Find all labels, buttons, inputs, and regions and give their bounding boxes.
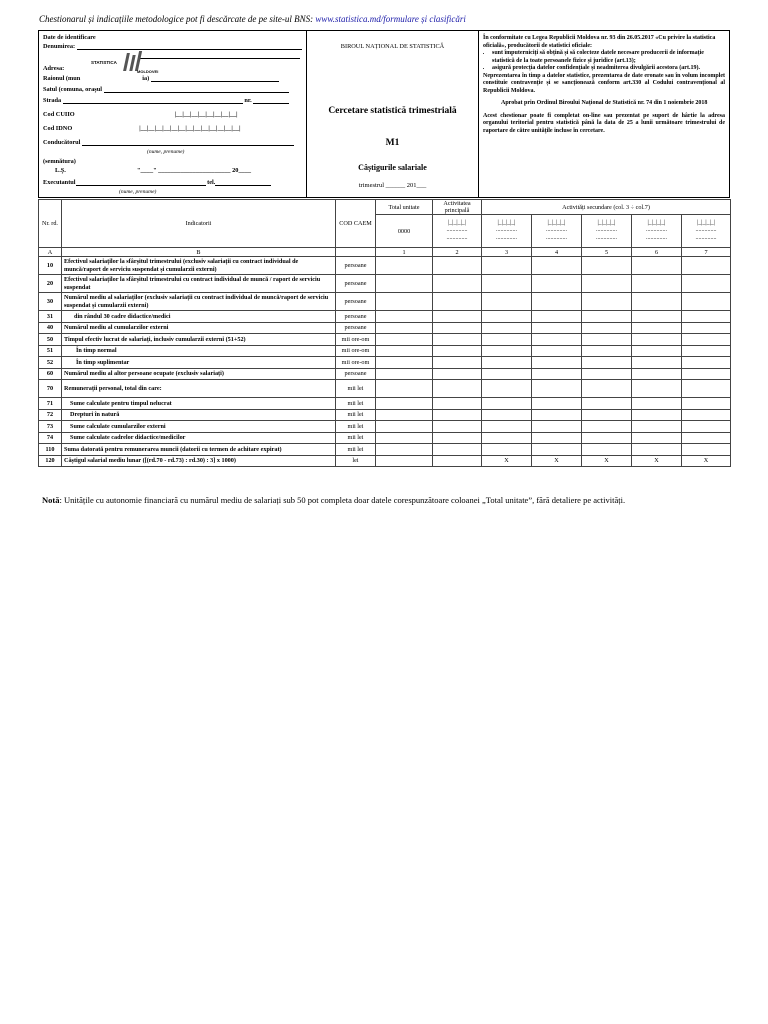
value-cell[interactable] bbox=[582, 421, 632, 433]
identification-heading: Date de identificare bbox=[43, 34, 96, 41]
column-letter: 1 bbox=[376, 248, 433, 257]
survey-title-section bbox=[307, 31, 479, 197]
value-cell[interactable] bbox=[632, 432, 682, 444]
value-cell[interactable] bbox=[582, 432, 632, 444]
value-cell[interactable] bbox=[376, 380, 433, 398]
table-row bbox=[39, 311, 731, 323]
value-cell[interactable] bbox=[682, 409, 731, 421]
value-cell[interactable] bbox=[482, 322, 532, 334]
value-cell[interactable] bbox=[632, 444, 682, 456]
value-cell[interactable] bbox=[433, 455, 482, 467]
value-cell[interactable] bbox=[482, 409, 532, 421]
value-cell[interactable] bbox=[376, 322, 433, 334]
caem-code-cell[interactable]: |_|_|_|_| .............. .............. bbox=[482, 215, 532, 248]
value-cell[interactable] bbox=[482, 432, 532, 444]
satul-field[interactable]: Satul (comuna, oraşul bbox=[43, 86, 289, 93]
row-number: 73 bbox=[39, 421, 62, 433]
column-letter: B bbox=[62, 248, 336, 257]
value-cell[interactable] bbox=[532, 432, 582, 444]
row-number: 52 bbox=[39, 357, 62, 369]
column-letters-row bbox=[39, 248, 731, 257]
value-cell[interactable] bbox=[376, 444, 433, 456]
value-cell[interactable] bbox=[682, 293, 731, 311]
executantul-hint: (nume, prenume) bbox=[119, 189, 157, 195]
row-unit: mii lei bbox=[336, 380, 376, 398]
value-cell[interactable] bbox=[582, 257, 632, 275]
value-cell[interactable] bbox=[482, 311, 532, 323]
disabled-cell: X bbox=[632, 455, 682, 467]
row-number: 74 bbox=[39, 432, 62, 444]
value-cell[interactable] bbox=[376, 293, 433, 311]
row-indicator: În timp normal bbox=[62, 345, 336, 357]
row-unit: lei bbox=[336, 455, 376, 467]
legal-text-1: În conformitate cu Legea Republicii Moldova nr. 93 din 26.05.2017 «Cu privire la statistica oficială», producătorii de statistici oficiale: bbox=[483, 35, 716, 49]
row-indicator: din rândul 30 cadre didactice/medici bbox=[62, 311, 336, 323]
header-indicatori: Indicatorii bbox=[62, 200, 336, 248]
value-cell[interactable] bbox=[682, 275, 731, 293]
raionul-field[interactable]: Raionul (mun ia) bbox=[43, 75, 279, 82]
strada-field[interactable]: Strada nr. bbox=[43, 97, 289, 104]
row-number: 120 bbox=[39, 455, 62, 467]
row-indicator: Drepturi în natură bbox=[62, 409, 336, 421]
row-indicator: Remunerații personal, total din care: bbox=[62, 380, 336, 398]
value-cell[interactable] bbox=[632, 334, 682, 346]
value-cell[interactable] bbox=[632, 257, 682, 275]
row-indicator: Timpul efectiv lucrat de salariați, inclusiv cumularzii externi (51+52) bbox=[62, 334, 336, 346]
value-cell[interactable] bbox=[682, 368, 731, 380]
value-cell[interactable] bbox=[632, 357, 682, 369]
table-row bbox=[39, 368, 731, 380]
row-unit: persoane bbox=[336, 368, 376, 380]
value-cell[interactable] bbox=[433, 257, 482, 275]
row-unit: mii lei bbox=[336, 409, 376, 421]
table-row bbox=[39, 275, 731, 293]
total-code: 0000 bbox=[376, 215, 433, 248]
value-cell[interactable] bbox=[433, 311, 482, 323]
value-cell[interactable] bbox=[582, 345, 632, 357]
row-number: 72 bbox=[39, 409, 62, 421]
value-cell[interactable] bbox=[632, 368, 682, 380]
row-indicator: Sume calculate pentru timpul nelucrat bbox=[62, 398, 336, 410]
value-cell[interactable] bbox=[376, 421, 433, 433]
value-cell[interactable] bbox=[433, 345, 482, 357]
value-cell[interactable] bbox=[632, 311, 682, 323]
caem-code-cell[interactable]: |_|_|_|_| .............. .............. bbox=[532, 215, 582, 248]
value-cell[interactable] bbox=[632, 322, 682, 334]
survey-subject: Câștigurile salariale bbox=[358, 163, 427, 172]
statistica-logo bbox=[91, 51, 171, 77]
value-cell[interactable] bbox=[532, 311, 582, 323]
legal-notice bbox=[479, 31, 729, 197]
column-letter: 2 bbox=[433, 248, 482, 257]
row-unit: persoane bbox=[336, 275, 376, 293]
value-cell[interactable] bbox=[582, 293, 632, 311]
cod-cuiio-field[interactable]: Cod CUIIO |__|__|__|__|__|__|__|__| bbox=[43, 111, 238, 118]
value-cell[interactable] bbox=[682, 421, 731, 433]
row-unit: mii ore-om bbox=[336, 345, 376, 357]
value-cell[interactable] bbox=[376, 275, 433, 293]
value-cell[interactable] bbox=[482, 345, 532, 357]
value-cell[interactable] bbox=[376, 334, 433, 346]
table-row bbox=[39, 455, 731, 467]
column-letter: A bbox=[39, 248, 62, 257]
value-cell[interactable] bbox=[582, 322, 632, 334]
value-cell[interactable] bbox=[433, 357, 482, 369]
value-cell[interactable] bbox=[682, 334, 731, 346]
table-row bbox=[39, 409, 731, 421]
value-cell[interactable] bbox=[532, 380, 582, 398]
footnote bbox=[42, 495, 625, 505]
row-indicator: Efectivul salariaților la sfârșitul trimestrului cu contract individual de muncă / raport de serviciu suspendat bbox=[62, 275, 336, 293]
value-cell[interactable] bbox=[482, 334, 532, 346]
value-cell[interactable] bbox=[532, 398, 582, 410]
row-number: 60 bbox=[39, 368, 62, 380]
column-letter: 6 bbox=[632, 248, 682, 257]
download-link[interactable]: www.statistica.md/formulare și clasificări bbox=[315, 14, 466, 24]
value-cell[interactable] bbox=[532, 322, 582, 334]
value-cell[interactable] bbox=[433, 293, 482, 311]
value-cell[interactable] bbox=[682, 322, 731, 334]
value-cell[interactable] bbox=[433, 334, 482, 346]
row-number: 31 bbox=[39, 311, 62, 323]
value-cell[interactable] bbox=[482, 293, 532, 311]
table-row bbox=[39, 421, 731, 433]
disabled-cell: X bbox=[582, 455, 632, 467]
download-note bbox=[39, 14, 466, 24]
submission-text: Acest chestionar poate fi completat on-line sau prezentat pe suport de hârtie la adresa organului teritorial pentru statistică până la data de 25 a lunii următoare trimestrului de raportare de către unitățile incluse în cercetare. bbox=[483, 112, 725, 134]
row-unit: mii lei bbox=[336, 444, 376, 456]
table-row bbox=[39, 357, 731, 369]
value-cell[interactable] bbox=[532, 275, 582, 293]
value-cell[interactable] bbox=[532, 444, 582, 456]
value-cell[interactable] bbox=[582, 409, 632, 421]
value-cell[interactable] bbox=[582, 398, 632, 410]
row-indicator: Câștigul salarial mediu lunar ([(rd.70 - rd.73) : rd.30) : 3] x 1000) bbox=[62, 455, 336, 467]
value-cell[interactable] bbox=[632, 345, 682, 357]
legal-item-1: • sunt împuterniciți să obțină și să colecteze datele necesare producerii de informație statistică de la toate persoanele fizice și juridice (art.13); bbox=[492, 50, 725, 65]
disabled-cell: X bbox=[682, 455, 731, 467]
row-indicator: Numărul mediu al altor persoane ocupate (exclusiv salariați) bbox=[62, 368, 336, 380]
executantul-field[interactable]: Executantul tel. bbox=[43, 179, 271, 186]
institution-name: BIROUL NAȚIONAL DE STATISTICĂ bbox=[340, 43, 445, 50]
value-cell[interactable] bbox=[433, 409, 482, 421]
table-row bbox=[39, 334, 731, 346]
approval-text: Aprobat prin Ordinul Biroului Național de Statistică nr. 74 din 1 noiembrie 2018 bbox=[501, 100, 708, 106]
row-unit: persoane bbox=[336, 322, 376, 334]
row-unit: mii lei bbox=[336, 432, 376, 444]
denumirea-field[interactable]: Denumirea: bbox=[43, 43, 302, 50]
semnatura-label: (semnătura) bbox=[43, 158, 76, 165]
row-number: 30 bbox=[39, 293, 62, 311]
value-cell[interactable] bbox=[582, 380, 632, 398]
table-body bbox=[39, 257, 731, 467]
row-number: 71 bbox=[39, 398, 62, 410]
disabled-cell: X bbox=[482, 455, 532, 467]
value-cell[interactable] bbox=[433, 275, 482, 293]
header-secundare: Activități secundare (col. 3 ÷ col.7) bbox=[482, 200, 731, 215]
form-code: M1 bbox=[385, 138, 400, 148]
logo-text-2: MOLDOVEI bbox=[137, 69, 159, 74]
value-cell[interactable] bbox=[532, 368, 582, 380]
logo-text-1: STATISTICA bbox=[91, 60, 117, 65]
footnote-text: : Unitățile cu autonomie financiară cu numărul mediu de salariați sub 50 pot completa doar datele corespunzătoare coloanei „Total unitate”, fără detaliere pe activități. bbox=[59, 495, 626, 505]
value-cell[interactable] bbox=[376, 345, 433, 357]
value-cell[interactable] bbox=[582, 275, 632, 293]
value-cell[interactable] bbox=[532, 293, 582, 311]
caem-code-cell[interactable]: |_|_|_|_| .............. .............. bbox=[433, 215, 482, 248]
legal-item-2: • asigură protecția datelor confidențiale și neadmiterea divulgării acestora (art.19). bbox=[492, 65, 725, 73]
table-row bbox=[39, 257, 731, 275]
column-letter bbox=[336, 248, 376, 257]
value-cell[interactable] bbox=[532, 334, 582, 346]
column-letter: 3 bbox=[482, 248, 532, 257]
row-unit: mii lei bbox=[336, 421, 376, 433]
row-unit: persoane bbox=[336, 311, 376, 323]
value-cell[interactable] bbox=[482, 398, 532, 410]
column-letter: 7 bbox=[682, 248, 731, 257]
row-indicator: Efectivul salariaților la sfârșitul trimestrului (exclusiv salariații cu contract individual de muncă/raport de serviciu suspendat și cumularzii externi) bbox=[62, 257, 336, 275]
value-cell[interactable] bbox=[433, 380, 482, 398]
value-cell[interactable] bbox=[682, 311, 731, 323]
value-cell[interactable] bbox=[632, 409, 682, 421]
identification-section bbox=[39, 31, 307, 197]
value-cell[interactable] bbox=[482, 257, 532, 275]
ls-label: L.Ş. bbox=[55, 167, 66, 174]
row-number: 40 bbox=[39, 322, 62, 334]
row-unit: mii lei bbox=[336, 398, 376, 410]
value-cell[interactable] bbox=[376, 398, 433, 410]
row-unit: mii ore-om bbox=[336, 334, 376, 346]
value-cell[interactable] bbox=[532, 257, 582, 275]
value-cell[interactable] bbox=[582, 444, 632, 456]
trimestrul-field[interactable]: trimestrul ______ 201___ bbox=[358, 182, 427, 189]
cod-idno-field[interactable]: Cod IDNO |__|__|__|__|__|__|__|__|__|__|__|__|__| bbox=[43, 125, 241, 132]
header-nr: Nr. rd. bbox=[39, 200, 62, 248]
column-letter: 4 bbox=[532, 248, 582, 257]
caem-code-cell[interactable]: |_|_|_|_| .............. .............. bbox=[582, 215, 632, 248]
date-field[interactable]: "____" _______________________ 20____ bbox=[137, 167, 252, 174]
table-row bbox=[39, 380, 731, 398]
row-number: 10 bbox=[39, 257, 62, 275]
value-cell[interactable] bbox=[376, 311, 433, 323]
value-cell[interactable] bbox=[682, 432, 731, 444]
adresa-label: Adresa: bbox=[43, 65, 65, 72]
row-number: 20 bbox=[39, 275, 62, 293]
indicators-table bbox=[38, 199, 731, 467]
disabled-cell: X bbox=[532, 455, 582, 467]
caem-code-cell[interactable]: |_|_|_|_| .............. .............. bbox=[632, 215, 682, 248]
value-cell[interactable] bbox=[582, 334, 632, 346]
footnote-label: Notă bbox=[42, 495, 60, 505]
table-row bbox=[39, 322, 731, 334]
column-letter: 5 bbox=[582, 248, 632, 257]
header-total: Total unitate bbox=[376, 200, 433, 215]
value-cell[interactable] bbox=[532, 409, 582, 421]
conducatorul-hint: (nume, prenume) bbox=[147, 149, 185, 155]
table-row bbox=[39, 398, 731, 410]
value-cell[interactable] bbox=[433, 444, 482, 456]
survey-title: Cercetare statistică trimestrială bbox=[328, 106, 457, 116]
value-cell[interactable] bbox=[682, 380, 731, 398]
value-cell[interactable] bbox=[682, 444, 731, 456]
value-cell[interactable] bbox=[632, 275, 682, 293]
value-cell[interactable] bbox=[682, 345, 731, 357]
table-row bbox=[39, 444, 731, 456]
value-cell[interactable] bbox=[582, 357, 632, 369]
form-header bbox=[38, 30, 730, 198]
value-cell[interactable] bbox=[482, 380, 532, 398]
value-cell[interactable] bbox=[482, 421, 532, 433]
value-cell[interactable] bbox=[482, 368, 532, 380]
header-principala: Activitatea principală bbox=[433, 200, 482, 215]
value-cell[interactable] bbox=[433, 432, 482, 444]
row-indicator: Sume calculate cadrelor didactice/medicilor bbox=[62, 432, 336, 444]
value-cell[interactable] bbox=[376, 357, 433, 369]
value-cell[interactable] bbox=[482, 275, 532, 293]
value-cell[interactable] bbox=[433, 368, 482, 380]
value-cell[interactable] bbox=[682, 257, 731, 275]
value-cell[interactable] bbox=[632, 380, 682, 398]
value-cell[interactable] bbox=[532, 357, 582, 369]
value-cell[interactable] bbox=[376, 432, 433, 444]
table-row bbox=[39, 432, 731, 444]
value-cell[interactable] bbox=[433, 398, 482, 410]
row-indicator: Numărul mediu al cumularzilor externi bbox=[62, 322, 336, 334]
row-indicator: Numărul mediu al salariaților (exclusiv salariații cu contract individual de muncă/raport de serviciu suspendat și cumularzii externi) bbox=[62, 293, 336, 311]
value-cell[interactable] bbox=[632, 293, 682, 311]
table-row bbox=[39, 293, 731, 311]
header-caem: COD CAEM bbox=[336, 200, 376, 248]
download-note-text: Chestionarul și indicațiile metodologice pot fi descărcate de pe site-ul BNS: bbox=[39, 14, 316, 24]
value-cell[interactable] bbox=[433, 322, 482, 334]
value-cell[interactable] bbox=[682, 398, 731, 410]
row-indicator: Sume calculate cumularzilor externi bbox=[62, 421, 336, 433]
value-cell[interactable] bbox=[582, 311, 632, 323]
row-unit: persoane bbox=[336, 257, 376, 275]
value-cell[interactable] bbox=[376, 409, 433, 421]
value-cell[interactable] bbox=[582, 368, 632, 380]
value-cell[interactable] bbox=[433, 421, 482, 433]
conducatorul-field[interactable]: Conducătorul bbox=[43, 139, 294, 146]
row-unit: mii ore-om bbox=[336, 357, 376, 369]
value-cell[interactable] bbox=[532, 421, 582, 433]
row-number: 50 bbox=[39, 334, 62, 346]
value-cell[interactable] bbox=[482, 357, 532, 369]
row-number: 51 bbox=[39, 345, 62, 357]
row-number: 70 bbox=[39, 380, 62, 398]
row-indicator: În timp suplimentar bbox=[62, 357, 336, 369]
value-cell[interactable] bbox=[376, 368, 433, 380]
value-cell[interactable] bbox=[632, 421, 682, 433]
value-cell[interactable] bbox=[682, 357, 731, 369]
value-cell[interactable] bbox=[376, 257, 433, 275]
legal-text-2: Neprezentarea în timp a datelor statistice, prezentarea de date eronate sau în volum incomplet constituie contravenție și se sancționează conform art.330 al Codului contravențional al Republicii Moldova. bbox=[483, 72, 725, 94]
value-cell[interactable] bbox=[532, 345, 582, 357]
caem-code-cell[interactable]: |_|_|_|_| .............. .............. bbox=[682, 215, 731, 248]
table-row bbox=[39, 345, 731, 357]
value-cell[interactable] bbox=[632, 398, 682, 410]
legal-list bbox=[483, 50, 725, 73]
row-indicator: Suma datorată pentru remunerarea muncii (datorii cu termen de achitare expirat) bbox=[62, 444, 336, 456]
row-number: 110 bbox=[39, 444, 62, 456]
row-unit: persoane bbox=[336, 293, 376, 311]
value-cell[interactable] bbox=[376, 455, 433, 467]
value-cell[interactable] bbox=[482, 444, 532, 456]
